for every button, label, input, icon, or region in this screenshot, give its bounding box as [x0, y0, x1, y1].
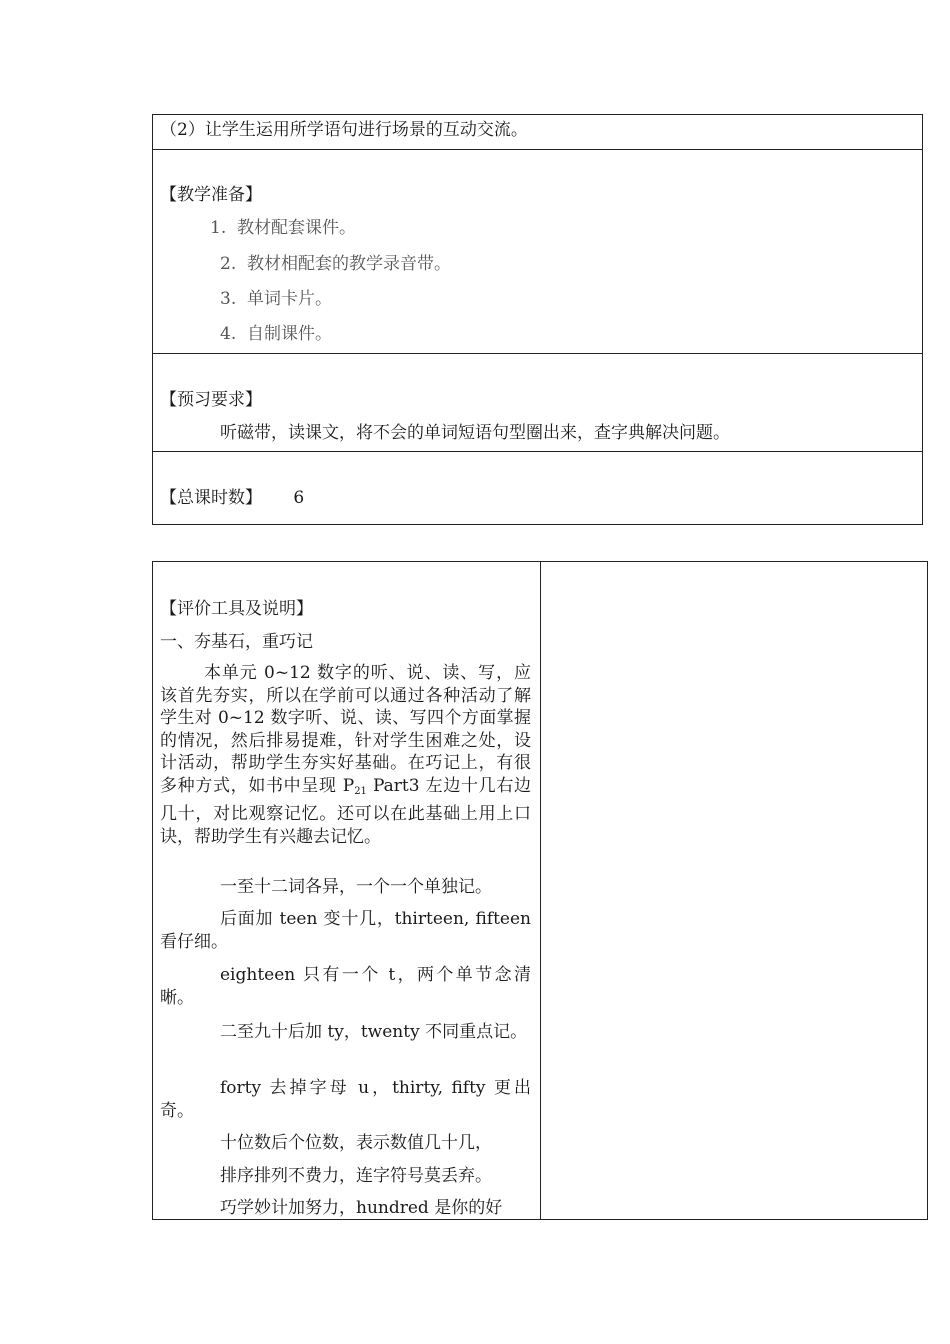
row-divider [153, 451, 922, 452]
section-title: 一、夯基石，重巧记 [160, 632, 313, 652]
total-label: 【总课时数】 [160, 488, 262, 508]
prep-item-text: 单词卡片。 [247, 289, 333, 309]
prep-item-number: 2. [220, 254, 237, 274]
intro-paragraph [160, 662, 531, 848]
rhyme-line: 二至九十后加 ty，twenty 不同重点记。 [220, 1022, 528, 1042]
prep-item-number: 4. [220, 324, 237, 344]
rhyme-line: eighteen 只有一个 t，两个单节念清晰。 [160, 965, 531, 1008]
prep-item [220, 253, 451, 275]
rhyme-line: 一至十二词各异，一个一个单独记。 [220, 877, 492, 897]
prep-item-number: 3. [220, 289, 237, 309]
prep-heading: 【教学准备】 [160, 185, 262, 205]
prep-item-text: 自制课件。 [247, 324, 333, 344]
prep-item-text: 教材相配套的教学录音带。 [247, 254, 452, 274]
prep-item [220, 288, 332, 310]
intro-text-1: 本单元 0~12 数字的听、说、读、写，应该首先夯实，所以在学前可以通过各种活动了解学生对 0~12 数字听、说、读、写四个方面掌握的情况，然后排易提难，针对学生困难之处，设计活动，帮助学生夯实好基础。在巧记上，有很多种方式，如书中呈现 P [160, 663, 531, 796]
lesson-info-table [152, 114, 923, 525]
rhyme-line: 排序排列不费力，连字符号莫丢弃。 [220, 1166, 492, 1186]
preview-heading: 【预习要求】 [160, 390, 262, 410]
prep-item-text: 教材配套课件。 [237, 218, 357, 238]
total-value: 6 [293, 488, 305, 508]
prep-item-number: 1. [210, 218, 227, 238]
rhyme-line: 后面加 teen 变十几，thirteen, fifteen 看仔细。 [160, 909, 531, 952]
row-divider [153, 353, 922, 354]
column-divider [540, 562, 541, 1219]
rhyme-line: 巧学妙计加努力，hundred 是你的好 [220, 1198, 503, 1218]
goal-line: （2）让学生运用所学语句进行场景的互动交流。 [160, 120, 528, 140]
total-heading [160, 487, 304, 509]
prep-item [210, 217, 356, 239]
preview-text: 听磁带，读课文，将不会的单词短语句型圈出来，查字典解决问题。 [220, 423, 730, 443]
eval-heading: 【评价工具及说明】 [160, 599, 313, 619]
rhyme-line: forty 去掉字母 u，thirty, fifty 更出奇。 [160, 1078, 531, 1121]
intro-text-2: Part3 左边十几右边几十，对比观察记忆。还可以在此基础上用上口诀，帮助学生有兴趣去记忆。 [160, 775, 531, 847]
page-subscript: 21 [354, 785, 367, 797]
row-divider [153, 149, 922, 150]
prep-item [220, 323, 332, 345]
rhyme-line: 十位数后个位数，表示数值几十几， [220, 1133, 492, 1153]
